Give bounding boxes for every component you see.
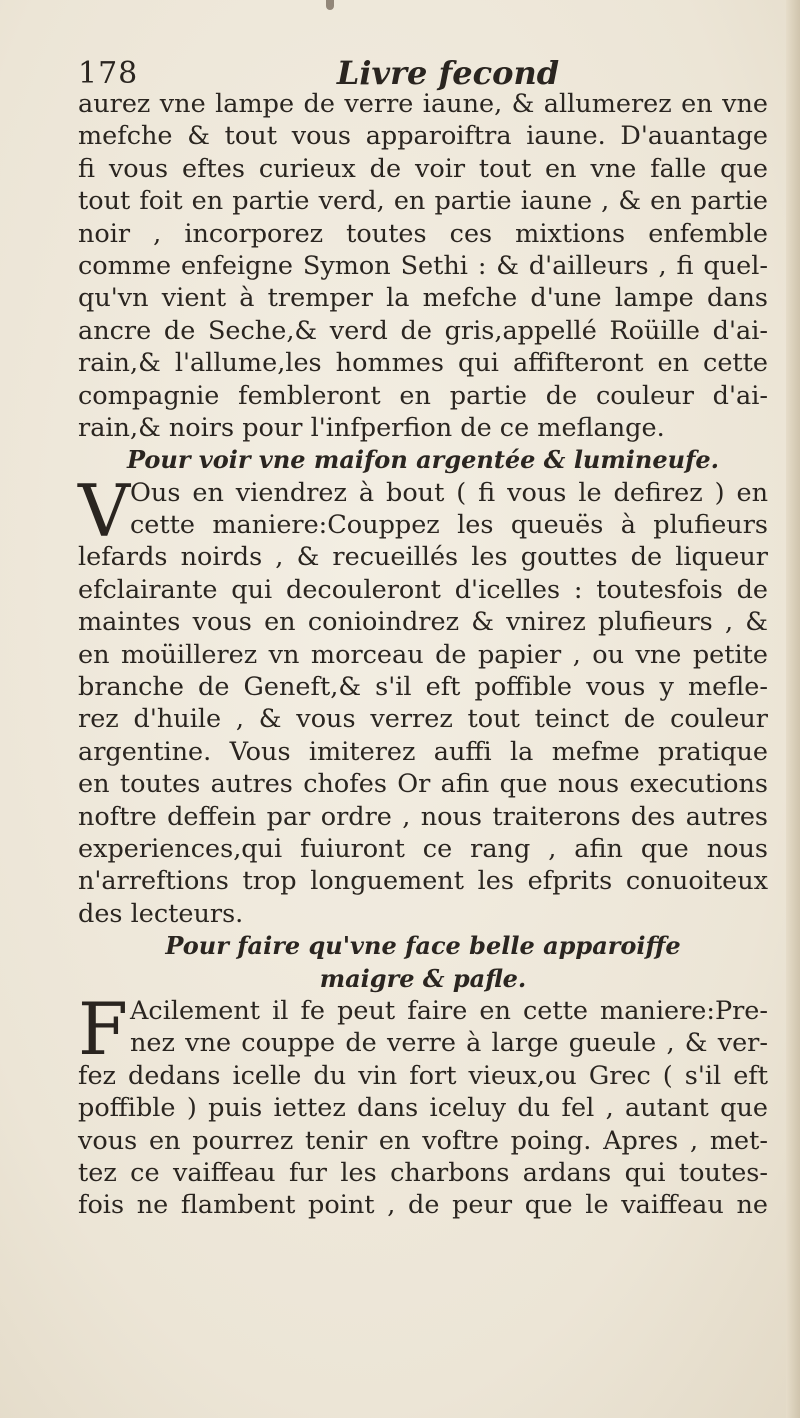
text-line: lefards noirds , & recueillés les gouttes de liqueur [78,542,768,573]
page-edge-shadow [786,0,800,1418]
text-line: n'arreftions trop longuement les efprits conuoiteux [78,866,768,897]
text-line: tout foit en partie verd, en partie iaune , & en partie [78,186,768,217]
page-number: 178 [78,56,139,91]
text-line: fez dedans icelle du vin fort vieux,ou Grec ( s'il eft [78,1060,768,1091]
section-heading: Pour voir vne maifon argentée & lumineufe. [126,445,720,475]
text-line: fi vous eftes curieux de voir tout en vne falle que [78,153,768,184]
text-line: qu'vn vient à tremper la mefche d'une lampe dans [78,283,768,314]
text-line: rain,& l'allume,les hommes qui affifteront en cette [78,348,768,379]
paragraph-lamp [78,88,768,444]
text-line: tez ce vaiffeau fur les charbons ardans qui toutes- [78,1157,768,1188]
text-line: nez vne couppe de verre à large gueule , & ver- [130,1028,768,1059]
text-line: maintes vous en conioindrez & vnirez plufieurs , & [78,607,768,638]
text-line: cette maniere:Couppez les queuës à plufieurs [130,510,768,541]
text-line: comme enfeigne Symon Sethi : & d'ailleurs , fi quel- [78,250,768,281]
text-line: branche de Geneft,& s'il eft poffible vous y mefle- [78,672,768,703]
text-line: rain,& noirs pour l'infperfion de ce meflange. [78,412,665,443]
text-line: rez d'huile , & vous verrez tout teinct de couleur [78,704,768,735]
text-line: mefche & tout vous apparoiftra iaune. D'auantage [78,121,768,152]
ink-smudge [326,0,334,10]
text-line: noftre deffein par ordre , nous traiterons des autres [78,801,768,832]
text-line: ancre de Seche,& verd de gris,appellé Roüille d'ai- [78,315,768,346]
paragraph-silver-house [78,468,768,930]
text-line: des lecteurs. [78,898,244,929]
text-line: noir , incorporez toutes ces mixtions enfemble [78,218,768,249]
text-line: Ous en viendrez à bout ( fi vous le defirez ) en [130,477,768,508]
drop-cap: F [78,986,128,1071]
text-line: en moüillerez vn morceau de papier , ou vne petite [78,639,768,670]
paragraph-pale-face [78,986,768,1222]
text-line: vous en pourrez tenir en voftre poing. Apres , met- [78,1125,768,1156]
text-line: experiences,qui fuiuront ce rang , afin que nous [78,833,768,864]
text-line: poffible ) puis iettez dans iceluy du fel , autant que [78,1093,768,1124]
section-heading-continued: maigre & pafle. [319,963,527,993]
text-line: compagnie fembleront en partie de couleur d'ai- [78,380,768,411]
text-line: aurez vne lampe de verre iaune, & allumerez en vne [78,89,768,119]
text-line: en toutes autres chofes Or afin que nous executions [78,769,768,800]
text-line: argentine. Vous imiterez auffi la mefme pratique [78,736,768,767]
text-line: efclairante qui decouleront d'icelles : toutesfois de [78,574,768,605]
section-heading: Pour faire qu'vne face belle apparoiffe [165,931,681,961]
body-text [78,88,768,1222]
text-line: Acilement il fe peut faire en cette maniere:Pre- [130,995,768,1026]
drop-cap: V [78,468,130,553]
text-line: fois ne flambent point , de peur que le vaiffeau ne [78,1190,768,1221]
running-title: Livre fecond [336,54,560,92]
